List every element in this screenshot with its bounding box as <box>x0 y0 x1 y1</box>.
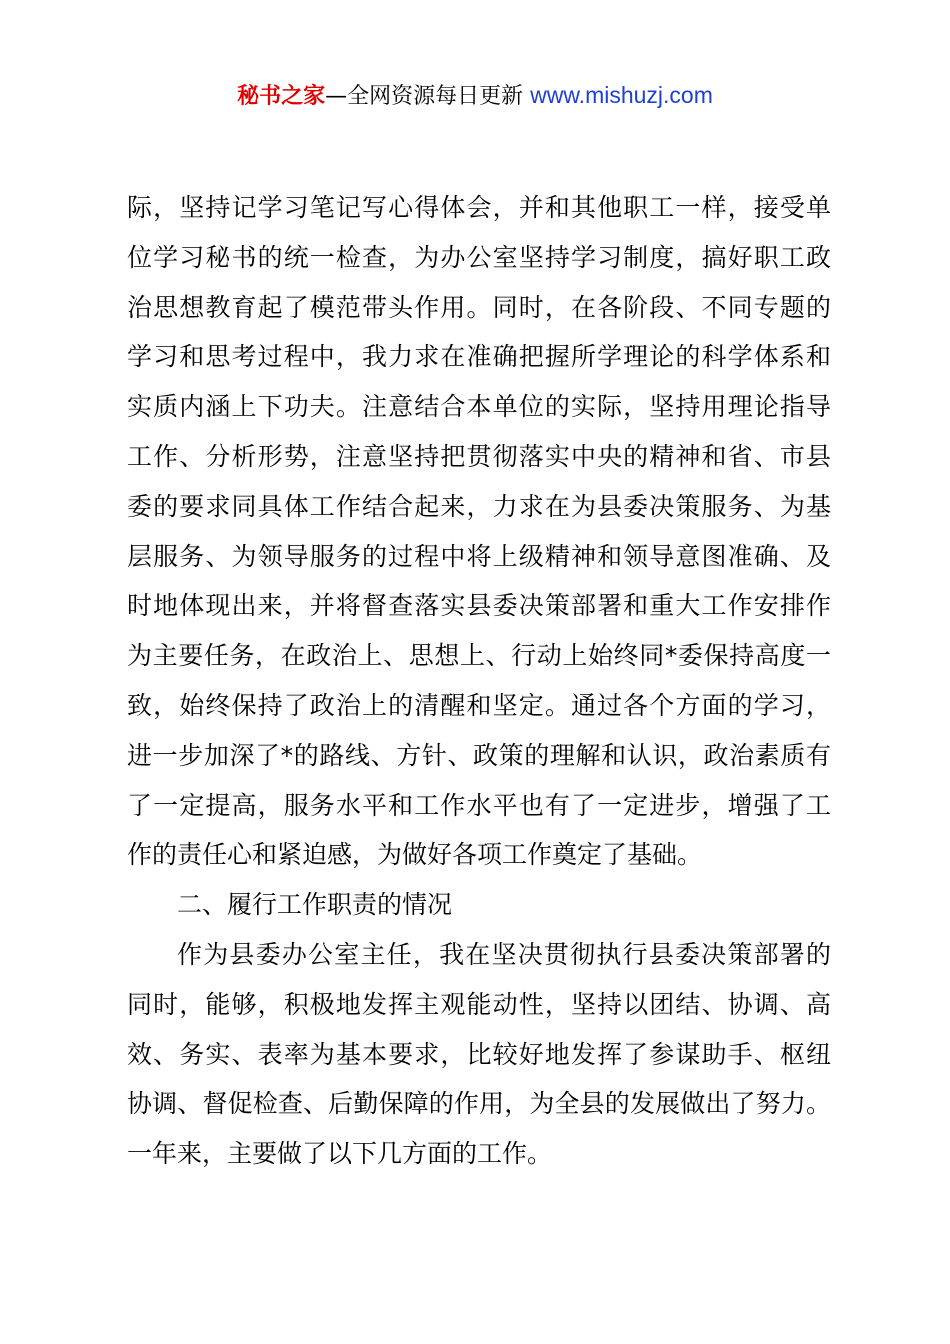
paragraph-line: 了一定提高，服务水平和工作水平也有了一定进步，增强了工 <box>127 790 831 820</box>
paragraph-line: 层服务、为领导服务的过程中将上级精神和领导意图准确、及 <box>127 541 831 571</box>
document-body <box>127 183 831 1179</box>
paragraph-line: 一年来，主要做了以下几方面的工作。 <box>127 1139 553 1169</box>
paragraph-line: 作的责任心和紧迫感，为做好各项工作奠定了基础。 <box>127 840 703 870</box>
site-tagline: —全网资源每日更新 <box>325 84 524 109</box>
paragraph-line: 效、务实、表率为基本要求，比较好地发挥了参谋助手、枢纽 <box>127 1039 831 1069</box>
page-header <box>0 78 950 114</box>
paragraph-line: 同时，能够，积极地发挥主观能动性，坚持以团结、协调、高 <box>127 989 831 1019</box>
site-url-link[interactable]: www.mishuzj.com <box>530 82 713 108</box>
paragraph-line: 为主要任务，在政治上、思想上、行动上始终同*委保持高度一 <box>127 641 831 671</box>
paragraph-line: 际，坚持记学习笔记写心得体会，并和其他职工一样，接受单 <box>127 193 831 222</box>
site-brand: 秘书之家 <box>237 84 326 109</box>
paragraph-line: 时地体现出来，并将督查落实县委决策部署和重大工作安排作 <box>127 591 831 621</box>
paragraph-line: 作为县委办公室主任，我在坚决贯彻执行县委决策部署的 <box>177 939 831 969</box>
paragraph-line: 实质内涵上下功夫。注意结合本单位的实际，坚持用理论指导 <box>127 392 831 422</box>
paragraph-line: 治思想教育起了模范带头作用。同时，在各阶段、不同专题的 <box>127 292 831 322</box>
paragraph-line: 委的要求同具体工作结合起来，力求在为县委决策服务、为基 <box>127 491 831 521</box>
section-heading: 二、履行工作职责的情况 <box>177 890 453 920</box>
paragraph-line: 进一步加深了*的路线、方针、政策的理解和认识，政治素质有 <box>127 740 831 770</box>
paragraph-line: 致，始终保持了政治上的清醒和坚定。通过各个方面的学习， <box>127 690 831 720</box>
paragraph-line: 位学习秘书的统一检查，为办公室坚持学习制度，搞好职工政 <box>127 242 831 272</box>
paragraph-line: 学习和思考过程中，我力求在准确把握所学理论的科学体系和 <box>127 342 831 372</box>
paragraph-line: 工作、分析形势，注意坚持把贯彻落实中央的精神和省、市县 <box>127 441 831 471</box>
paragraph-line: 协调、督促检查、后勤保障的作用，为全县的发展做出了努力。 <box>127 1089 831 1119</box>
